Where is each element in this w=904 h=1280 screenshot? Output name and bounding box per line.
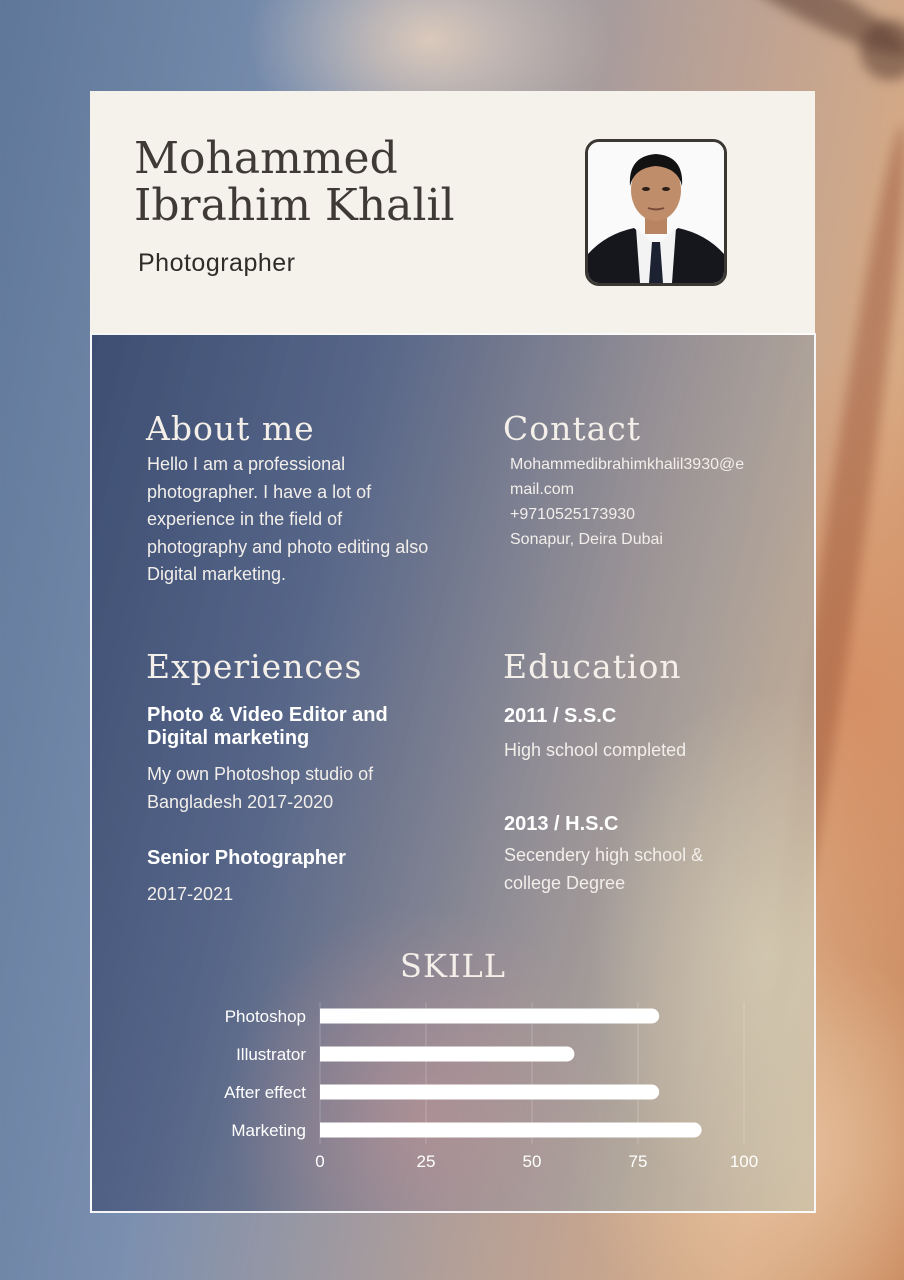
chart-bar-square-start xyxy=(320,1047,335,1062)
header-card xyxy=(90,91,815,333)
chart-x-tick-label: 0 xyxy=(315,1152,325,1171)
chart-category-label: Marketing xyxy=(231,1121,306,1140)
about-title: About me xyxy=(146,409,315,448)
contact-email-line-1[interactable]: Mohammedibrahimkhalil3930@e xyxy=(510,456,745,473)
contact-email-line-2[interactable]: mail.com xyxy=(510,481,575,498)
chart-category-label: After effect xyxy=(224,1083,306,1102)
contact-address: Sonapur, Deira Dubai xyxy=(510,531,663,548)
experience-2-title: Senior Photographer xyxy=(147,847,346,869)
experiences-title: Experiences xyxy=(146,647,363,686)
chart-bar xyxy=(320,1085,659,1100)
education-2-desc-line-2: college Degree xyxy=(504,872,626,893)
name-line-1: Mohammed xyxy=(134,133,398,184)
experience-1-title-line-1: Photo & Video Editor and xyxy=(147,704,388,726)
skills-title: SKILL xyxy=(400,947,506,985)
chart-bar xyxy=(320,1009,659,1024)
about-line: Hello I am a professional xyxy=(147,454,346,474)
experience-1-title-line-2: Digital marketing xyxy=(147,727,310,749)
education-2-desc-line-1: Secendery high school & xyxy=(504,845,704,865)
about-line: experience in the field of xyxy=(147,509,343,529)
contact-phone[interactable]: +9710525173930 xyxy=(510,506,636,523)
chart-x-tick-label: 50 xyxy=(522,1152,542,1171)
profile-photo xyxy=(585,139,727,286)
experience-1-desc-line-2: Bangladesh 2017-2020 xyxy=(147,791,334,812)
experience-2-desc: 2017-2021 xyxy=(147,884,234,904)
chart-x-tick-label: 75 xyxy=(628,1152,648,1171)
person-name xyxy=(134,135,455,229)
chart-bar-square-start xyxy=(320,1123,335,1138)
experience-1-desc-line-1: My own Photoshop studio of xyxy=(147,764,374,784)
chart-bar xyxy=(320,1123,702,1138)
resume-panel xyxy=(90,333,816,1213)
about-line: photography and photo editing also xyxy=(147,536,429,557)
about-line: photographer. I have a lot of xyxy=(147,481,372,502)
education-title: Education xyxy=(503,647,682,686)
education-2-title: 2013 / H.S.C xyxy=(504,813,619,835)
chart-bar-square-start xyxy=(320,1009,335,1024)
job-title: Photographer xyxy=(138,249,296,277)
chart-category-label: Photoshop xyxy=(224,1007,306,1026)
skills-bar-chart xyxy=(92,335,814,1211)
education-1-title: 2011 / S.S.C xyxy=(504,705,617,727)
name-line-2: Ibrahim Khalil xyxy=(134,180,455,231)
chart-bar-square-start xyxy=(320,1085,335,1100)
chart-bar xyxy=(320,1047,574,1062)
about-line: Digital marketing. xyxy=(147,564,287,584)
chart-x-tick-label: 100 xyxy=(729,1152,759,1171)
chart-category-label: Illustrator xyxy=(236,1045,306,1064)
contact-title: Contact xyxy=(503,409,642,448)
education-1-desc: High school completed xyxy=(504,740,687,760)
chart-x-tick-label: 25 xyxy=(416,1152,436,1171)
